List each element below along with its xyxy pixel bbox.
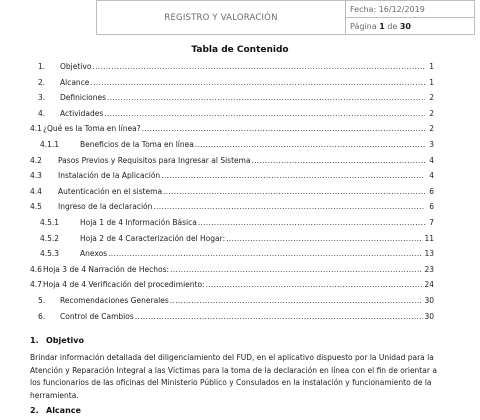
toc-entry-label: Recomendaciones Generales [60, 295, 169, 305]
toc-entry[interactable] [30, 62, 434, 78]
toc-entry-label: Actividades [60, 108, 104, 118]
toc-leader-dots [104, 109, 425, 118]
toc-entry-page: 11 [424, 233, 434, 243]
toc-entry-number: 4.1 [30, 124, 42, 134]
page-total: 30 [399, 21, 411, 31]
toc-entry-label: Hoja 3 de 4 Narración de Hechos: [43, 264, 170, 274]
toc-leader-dots [206, 280, 424, 289]
toc-leader-dots [163, 187, 425, 196]
toc-leader-dots [252, 156, 425, 165]
toc-entry[interactable] [30, 265, 434, 281]
toc-entry-label: Definiciones [60, 93, 107, 103]
header-page-number [346, 18, 475, 35]
toc-entry-number: 4. [38, 108, 46, 118]
toc-leader-dots [198, 218, 425, 227]
toc-entry-page: 6 [429, 186, 434, 196]
toc-entry-label: Instalación de la Aplicación [58, 171, 161, 181]
toc-entry[interactable] [30, 202, 434, 218]
toc-entry-page: 2 [429, 124, 434, 134]
header-date: Fecha: 16/12/2019 [346, 1, 475, 18]
header-title: REGISTRO Y VALORACIÓN [97, 1, 346, 35]
toc-entry-number: 4.5.2 [40, 233, 60, 243]
toc-entry-label: Alcance [60, 77, 90, 87]
page-prefix: Página [350, 21, 377, 31]
toc-entry-number: 4.1.1 [40, 139, 60, 149]
toc-entry[interactable] [30, 156, 434, 172]
toc-entry-page: 2 [429, 108, 434, 118]
toc-entry[interactable] [30, 140, 434, 156]
toc-leader-dots [108, 249, 423, 258]
toc-entry-label: Hoja 2 de 4 Caracterización del Hogar: [80, 233, 226, 243]
toc-entry-page: 30 [424, 295, 434, 305]
toc-entry[interactable] [30, 109, 434, 125]
section-heading-objetivo [30, 336, 84, 345]
toc-leader-dots [153, 202, 425, 211]
toc-entry-page: 2 [429, 93, 434, 103]
section-number: 2. [30, 406, 39, 415]
toc-entry-number: 2. [38, 77, 46, 87]
toc-entry-number: 4.4 [30, 186, 42, 196]
toc-leader-dots [142, 124, 425, 133]
toc-entry-label: Objetivo [60, 62, 92, 71]
toc-entry-page: 13 [424, 249, 434, 259]
toc-entry-number: 1. [38, 62, 46, 71]
toc-entry-page: 4 [429, 171, 434, 181]
toc-entry[interactable] [30, 124, 434, 140]
toc-entry-label: Hoja 1 de 4 Información Básica [80, 217, 197, 227]
toc-entry-label: Control de Cambios [60, 311, 134, 321]
toc-entry-label: Beneficios de la Toma en línea [80, 139, 194, 149]
toc-entry[interactable] [30, 78, 434, 94]
page-current: 1 [379, 21, 385, 31]
toc-leader-dots [170, 265, 423, 274]
toc-entry-number: 4.5.1 [40, 217, 60, 227]
toc-entry-number: 6. [38, 311, 46, 321]
toc-entry-number: 4.5.3 [40, 249, 60, 259]
toc-leader-dots [161, 171, 425, 180]
toc-entry-page: 30 [424, 311, 434, 321]
toc-entry-page: 1 [429, 77, 434, 87]
toc-entry-number: 5. [38, 295, 46, 305]
document-header [96, 0, 475, 35]
toc-leader-dots [195, 140, 425, 149]
toc-entry-label: Hoja 4 de 4 Verificación del procedimiento: [43, 280, 205, 290]
toc-entry-label: Pasos Previos y Requisitos para Ingresar al Sistema [58, 155, 251, 165]
toc-leader-dots [107, 93, 425, 102]
toc-entry-label: Anexos [80, 249, 108, 259]
toc-entry-number: 4.7 [30, 280, 42, 290]
toc-entry[interactable] [30, 218, 434, 234]
toc-entry[interactable] [30, 249, 434, 265]
toc-entry-page: 3 [429, 139, 434, 149]
toc-leader-dots [90, 78, 425, 87]
table-of-contents [30, 62, 434, 327]
section-number: 1. [30, 336, 39, 345]
section-heading-alcance [30, 406, 81, 415]
toc-entry-number: 4.2 [30, 155, 42, 165]
toc-entry-page: 7 [429, 217, 434, 227]
toc-entry-number: 3. [38, 93, 46, 103]
toc-leader-dots [226, 234, 423, 243]
section-title: Alcance [46, 406, 81, 415]
toc-leader-dots [170, 296, 424, 305]
toc-entry-page: 1 [429, 62, 434, 71]
toc-entry-number: 4.6 [30, 264, 42, 274]
toc-entry-page: 4 [429, 155, 434, 165]
section-title: Objetivo [46, 336, 84, 345]
toc-entry[interactable] [30, 234, 434, 250]
toc-entry-label: ¿Qué es la Toma en línea? [43, 124, 141, 134]
toc-entry-label: Autenticación en el sistema [58, 186, 163, 196]
toc-entry-number: 4.3 [30, 171, 42, 181]
toc-entry-number: 4.5 [30, 202, 42, 212]
toc-entry-page: 23 [424, 264, 434, 274]
toc-entry[interactable] [30, 171, 434, 187]
toc-entry[interactable] [30, 296, 434, 312]
toc-entry[interactable] [30, 280, 434, 296]
objetivo-paragraph: Brindar información detallada del diligenciamiento del FUD, en el aplicativo dispuesto por la Unidad para la Atención y Reparación Integral a las Víctimas para la toma de la declaración en línea con el fin de orientar a los funcionarios de las oficinas del Ministerio Público y Consulados en la instalación y funcionamiento de la herramienta. [30, 353, 437, 400]
toc-entry-page: 6 [429, 202, 434, 212]
toc-entry[interactable] [30, 312, 434, 328]
toc-entry-page: 24 [424, 280, 434, 290]
toc-entry[interactable] [30, 187, 434, 203]
toc-leader-dots [92, 62, 425, 71]
toc-leader-dots [135, 312, 424, 321]
toc-entry-label: Ingreso de la declaración [58, 202, 153, 212]
toc-entry[interactable] [30, 93, 434, 109]
toc-title: Tabla de Contenido [191, 45, 289, 55]
page-of: de [387, 21, 398, 31]
